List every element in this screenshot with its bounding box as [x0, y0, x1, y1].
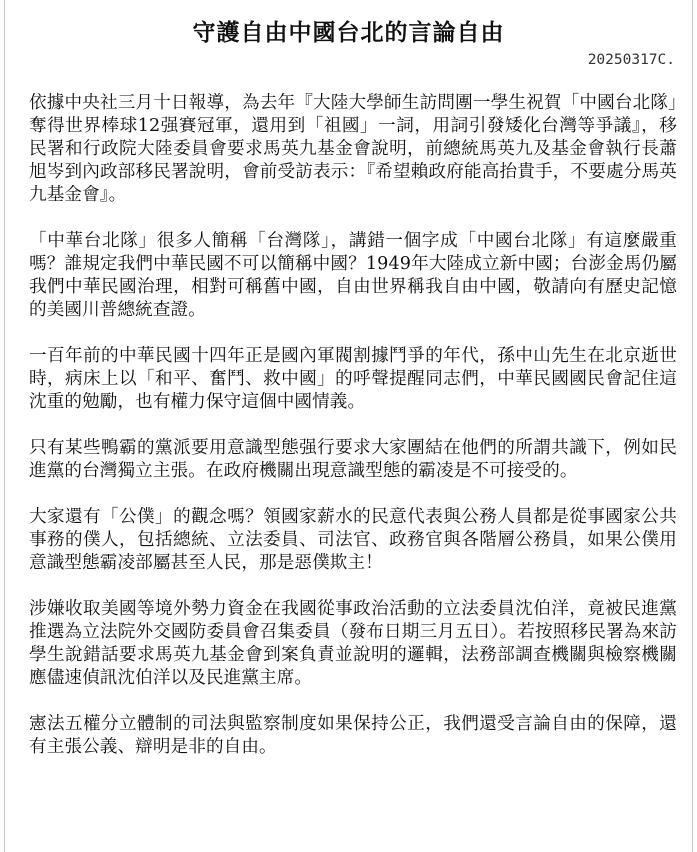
document-body[interactable] — [29, 92, 677, 782]
paragraph-7[interactable]: 憲法五權分立體制的司法與監察制度如果保持公正，我們還受言論自由的保障，還有主張公義、辯明是非的自由。 — [29, 714, 677, 757]
document-title: 守護自由中國台北的言論自由 — [192, 19, 505, 46]
paragraph-3[interactable]: 一百年前的中華民國十四年正是國內軍閥割據鬥爭的年代，孫中山先生在北京逝世時，病床上以「和平、奮鬥、救中國」的呼聲提醒同志們，中華民國國民會記住這沈重的勉勵，也有權力保守這個中國情義。 — [29, 346, 677, 412]
paragraph-4[interactable]: 只有某些鴨霸的黨派要用意識型態强行要求大家團結在他們的所謂共識下，例如民進黨的台灣獨立主張。在政府機關出現意識型態的霸凌是不可接受的。 — [29, 438, 677, 481]
document-id: 20250317C. — [587, 52, 675, 68]
paragraph-5[interactable]: 大家還有「公僕」的觀念嗎？領國家薪水的民意代表與公務人員都是從事國家公共事務的僕人，包括總統、立法委員、司法官、政務官與各階層公務員，如果公僕用意識型態霸凌部屬甚至人民，那是惡僕欺主！ — [29, 507, 677, 573]
page-edge-right — [692, 0, 693, 852]
paragraph-6[interactable] — [29, 598, 677, 690]
paragraph-1[interactable]: 依據中央社三月十日報導，為去年『大陸大學師生訪問團一學生祝賀「中國台北隊」奪得世界棒球12强賽冠軍，還用到「祖國」一詞，用詞引發矮化台灣等爭議』，移民署和行政院大陸委員會要求馬英九基金會說明，前總統馬英九及基金會執行長蕭旭岑到內政部移民署說明，會前受訪表示：『希望賴政府能高抬貴手，不要處分馬英九基金會』。 — [29, 93, 677, 205]
paragraph-2[interactable]: 「中華台北隊」很多人簡稱「台灣隊」，講錯一個字成「中國台北隊」有這麼嚴重嗎？誰規定我們中華民國不可以簡稱中國？1949年大陸成立新中國；台澎金馬仍屬我們中華民國治理，相對可稱舊中國，自由世界稱我自由中國，敬請向有歷史記憶的美國川普總統查證。 — [29, 231, 677, 320]
paragraph-6-text: 涉嫌收取美國等境外勢力資金在我國從事政治活動的立法委員沈伯洋，竟被民進黨推選為立法院外交國防委員會召集委員（發布日期三月五日）。若按照移民署為來訪學生說錯話要求馬英九基金會到案負責並說明的邏輯，法務部調查機關與檢察機關應儘速偵訊沈伯洋以及民進黨主席。 — [29, 599, 677, 688]
page-edge-left — [4, 0, 5, 852]
